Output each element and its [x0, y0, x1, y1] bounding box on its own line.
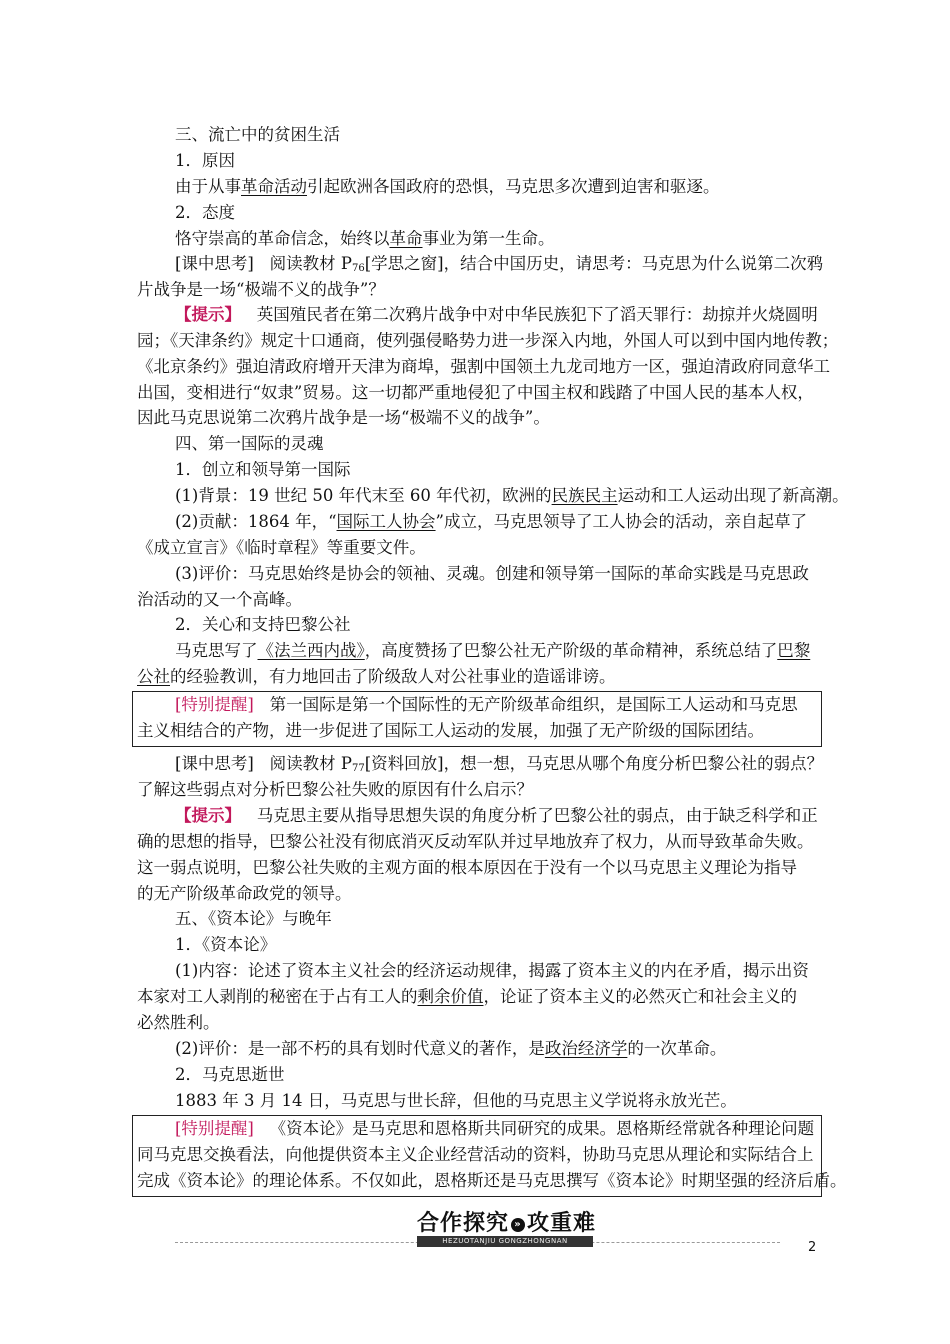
hint-label: 【提示】	[175, 806, 241, 825]
special-reminder-1-line-1: [特别提醒] 第一国际是第一个国际性的无产阶级革命组织，是国际工人运动和马克思	[175, 695, 798, 714]
blank-answer: 国际工人协会	[336, 512, 436, 531]
section-banner	[175, 1206, 780, 1248]
hint-2-line-4: 的无产阶级革命政党的领导。	[137, 884, 352, 903]
think-label: [课中思考]	[175, 254, 254, 273]
hint-2-line-2: 确的思想的指导，巴黎公社没有彻底消灭反动军队并过早地放弃了权力，从而导致革命失败。	[137, 832, 814, 851]
subheading-reason: 1．原因	[175, 151, 235, 170]
paragraph-contribution-line-2: 《成立宣言》《临时章程》等重要文件。	[137, 538, 426, 557]
hint-1-line-3: 《北京条约》强迫清政府增开天津为商埠，强割中国领土九龙司地方一区，强迫清政府同意华工	[137, 357, 830, 376]
hint-1-line-5: 因此马克思说第二次鸦片战争是一场“极端不义的战争”。	[137, 408, 550, 427]
hint-1-line-1: 【提示】 英国殖民者在第二次鸦片战争中对中华民族犯下了滔天罪行：劫掠并火烧圆明	[175, 305, 818, 324]
page-number: 2	[808, 1240, 817, 1255]
paragraph-content-line-2: 本家对工人剥削的秘密在于占有工人的剩余价值，论证了资本主义的必然灭亡和社会主义的	[137, 987, 797, 1006]
subheading-attitude: 2．态度	[175, 203, 235, 222]
hint-2-line-3: 这一弱点说明，巴黎公社失败的主观方面的根本原因在于没有一个以马克思主义理论为指导	[137, 858, 797, 877]
paragraph-content-line-1: (1)内容：论述了资本主义社会的经济运动规律，揭露了资本主义的内在矛盾，揭示出资	[175, 961, 809, 980]
blank-answer: 革命活动	[241, 177, 307, 196]
paragraph-evaluation-line-1: (3)评价：马克思始终是协会的领袖、灵魂。创建和领导第一国际的革命实践是马克思政	[175, 564, 809, 583]
blank-answer: 政治经济学	[544, 1039, 628, 1058]
reminder-label: [特别提醒]	[175, 695, 254, 714]
blank-answer: 剩余价值	[417, 987, 484, 1006]
paragraph-attitude: 恪守崇高的革命信念，始终以革命事业为第一生命。	[175, 229, 555, 248]
paragraph-reason: 由于从事革命活动引起欧洲各国政府的恐惧，马克思多次遭到迫害和驱逐。	[175, 177, 720, 196]
special-reminder-2-line-1: [特别提醒] 《资本论》是马克思和恩格斯共同研究的成果。恩格斯经常就各种理论问题	[175, 1119, 815, 1138]
special-reminder-2-line-3: 完成《资本论》的理论体系。不仅如此，恩格斯还是马克思撰写《资本论》时期坚强的经济后盾。	[137, 1171, 847, 1190]
paragraph-kapital-evaluation: (2)评价：是一部不朽的具有划时代意义的著作，是政治经济学的一次革命。	[175, 1039, 727, 1058]
hint-1-line-2: 园；《天津条约》规定十口通商，使列强侵略势力进一步深入内地，外国人可以到中国内地传教；	[137, 331, 839, 350]
paragraph-paris-commune-line-2: 公社的经验教训，有力地回击了阶级敌人对公社事业的造谣诽谤。	[137, 667, 616, 686]
think-question-1-line-2: 片战争是一场“极端不义的战争”？	[137, 280, 385, 299]
special-reminder-1-line-2: 主义相结合的产物，进一步促进了国际工人运动的发展，加强了无产阶级的国际团结。	[137, 721, 764, 740]
hint-label: 【提示】	[175, 305, 241, 324]
blank-answer: 《法兰西内战》	[257, 641, 365, 660]
subheading-death: 2．马克思逝世	[175, 1065, 285, 1084]
blank-answer: 民族民主	[551, 486, 618, 505]
paragraph-death: 1883 年 3 月 14 日，马克思与世长辞，但他的马克思主义学说将永放光芒。	[175, 1091, 737, 1110]
blank-answer: 公社	[137, 667, 170, 686]
banner-pinyin: HEZUOTANJIU GONGZHONGNAN	[417, 1236, 593, 1247]
section-heading-4: 四、第一国际的灵魂	[175, 434, 324, 453]
paragraph-contribution-line-1: (2)贡献：1864 年，“国际工人协会”成立，马克思领导了工人协会的活动，亲自起草了	[175, 512, 807, 531]
paragraph-evaluation-line-2: 治活动的又一个高峰。	[137, 590, 302, 609]
subheading-paris-commune: 2．关心和支持巴黎公社	[175, 615, 351, 634]
think-question-1-line-1: [课中思考] 阅读教材 $P_{76}$[学思之窗]，结合中国历史，请思考：马克思为什么说第二次鸦	[175, 254, 824, 274]
hint-2-line-1: 【提示】 马克思主要从指导思想失误的角度分析了巴黎公社的弱点，由于缺乏科学和正	[175, 806, 818, 825]
section-heading-3: 三、流亡中的贫困生活	[175, 125, 340, 144]
subheading-first-international: 1．创立和领导第一国际	[175, 460, 351, 479]
paragraph-background: (1)背景：19 世纪 50 年代末至 60 年代初，欧洲的民族民主运动和工人运动出现了新高潮。	[175, 486, 849, 505]
double-chevron-icon: »	[511, 1218, 525, 1232]
think-question-2-line-2: 了解这些弱点对分析巴黎公社失败的原因有什么启示？	[137, 780, 533, 799]
hint-1-line-4: 出国，变相进行“奴隶”贸易。这一切都严重地侵犯了中国主权和践踏了中国人民的基本人权，	[137, 383, 814, 402]
blank-answer: 巴黎	[777, 641, 811, 660]
paragraph-content-line-3: 必然胜利。	[137, 1013, 220, 1032]
special-reminder-2-line-2: 同马克思交换看法，向他提供资本主义企业经营活动的资料，协助马克思从理论和实际结合上	[137, 1145, 814, 1164]
paragraph-paris-commune-line-1: 马克思写了《法兰西内战》，高度赞扬了巴黎公社无产阶级的革命精神，系统总结了巴黎	[175, 641, 811, 660]
section-heading-5: 五、《资本论》与晚年	[175, 909, 332, 928]
subheading-das-kapital: 1．《资本论》	[175, 935, 277, 954]
think-label: [课中思考]	[175, 754, 254, 773]
blank-answer: 革命	[389, 229, 423, 248]
think-question-2-line-1: [课中思考] 阅读教材 $P_{77}$[资料回放]，想一想，马克思从哪个角度分析巴黎公社的弱点？	[175, 754, 824, 774]
reminder-label: [特别提醒]	[175, 1119, 254, 1138]
banner-title: 合作探究 » 攻重难	[417, 1211, 597, 1236]
